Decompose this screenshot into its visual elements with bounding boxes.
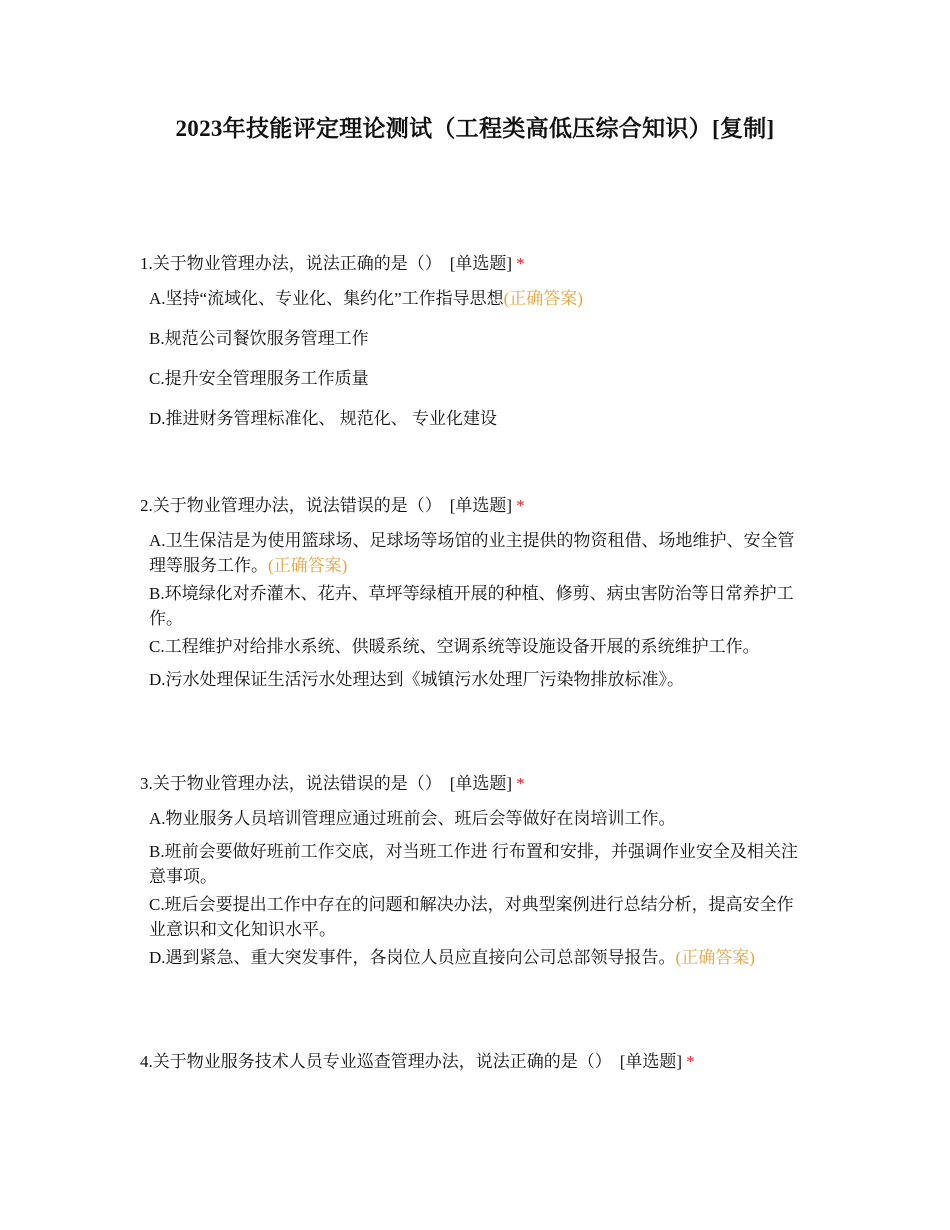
option-d[interactable] — [149, 667, 804, 692]
question-type-label: [单选题] — [449, 254, 513, 273]
option-d[interactable] — [149, 406, 804, 431]
question-text: 2.关于物业管理办法，说法错误的是（） — [140, 496, 442, 515]
option-text: D.污水处理保证生活污水处理达到《城镇污水处理厂污染物排放标准》。 — [149, 670, 685, 689]
question-1 — [140, 252, 810, 446]
option-b[interactable] — [149, 581, 804, 631]
correct-answer-tag: (正确答案) — [675, 948, 755, 967]
question-type-label: [单选题] — [449, 496, 513, 515]
option-a[interactable] — [149, 806, 804, 831]
question-type-label: [单选题] — [619, 1052, 683, 1071]
question-stem — [140, 494, 810, 518]
option-b[interactable] — [149, 839, 804, 889]
option-text: D.遇到紧急、重大突发事件，各岗位人员应直接向公司总部领导报告。 — [149, 948, 676, 967]
option-text: B.规范公司餐饮服务管理工作 — [149, 329, 369, 348]
required-mark: * — [516, 496, 525, 515]
option-a[interactable] — [149, 286, 804, 311]
option-text: A.物业服务人员培训管理应通过班前会、班后会等做好在岗培训工作。 — [149, 809, 676, 828]
correct-answer-tag: (正确答案) — [503, 289, 583, 308]
question-stem — [140, 772, 810, 796]
required-mark: * — [516, 774, 525, 793]
required-mark: * — [516, 254, 525, 273]
option-b[interactable] — [149, 326, 804, 351]
question-text: 4.关于物业服务技术人员专业巡查管理办法，说法正确的是（） — [140, 1052, 612, 1071]
option-d[interactable] — [149, 945, 804, 970]
option-text: A.卫生保洁是为使用篮球场、足球场等场馆的业主提供的物资租借、场地维护、安全管理等服务工作。 — [149, 531, 795, 575]
question-2 — [140, 494, 810, 707]
correct-answer-tag: (正确答案) — [268, 556, 348, 575]
option-c[interactable] — [149, 634, 804, 659]
question-type-label: [单选题] — [449, 774, 513, 793]
question-stem — [140, 252, 810, 276]
option-text: C.工程维护对给排水系统、供暖系统、空调系统等设施设备开展的系统维护工作。 — [149, 637, 760, 656]
option-text: C.提升安全管理服务工作质量 — [149, 369, 369, 388]
question-stem — [140, 1050, 810, 1074]
option-text: A.坚持“流域化、专业化、集约化”工作指导思想 — [149, 289, 504, 308]
option-text: B.环境绿化对乔灌木、花卉、草坪等绿植开展的种植、修剪、病虫害防治等日常养护工作。 — [149, 584, 794, 628]
option-list — [149, 286, 804, 431]
page-title: 2023年技能评定理论测试（工程类高低压综合知识）[复制] — [175, 116, 775, 141]
option-text: D.推进财务管理标准化、 规范化、 专业化建设 — [149, 409, 498, 428]
option-a[interactable] — [149, 528, 804, 578]
question-3 — [140, 772, 810, 985]
question-text: 1.关于物业管理办法，说法正确的是（） — [140, 254, 442, 273]
required-mark: * — [686, 1052, 695, 1071]
option-text: C.班后会要提出工作中存在的问题和解决办法，对典型案例进行总结分析，提高安全作业意识和文化知识水平。 — [149, 895, 794, 939]
option-c[interactable] — [149, 892, 804, 942]
option-list — [149, 806, 804, 970]
option-c[interactable] — [149, 366, 804, 391]
option-text: B.班前会要做好班前工作交底，对当班工作进 行布置和安排，并强调作业安全及相关注意事项。 — [149, 842, 798, 886]
question-4 — [140, 1050, 810, 1074]
question-text: 3.关于物业管理办法，说法错误的是（） — [140, 774, 442, 793]
option-list — [149, 528, 804, 692]
